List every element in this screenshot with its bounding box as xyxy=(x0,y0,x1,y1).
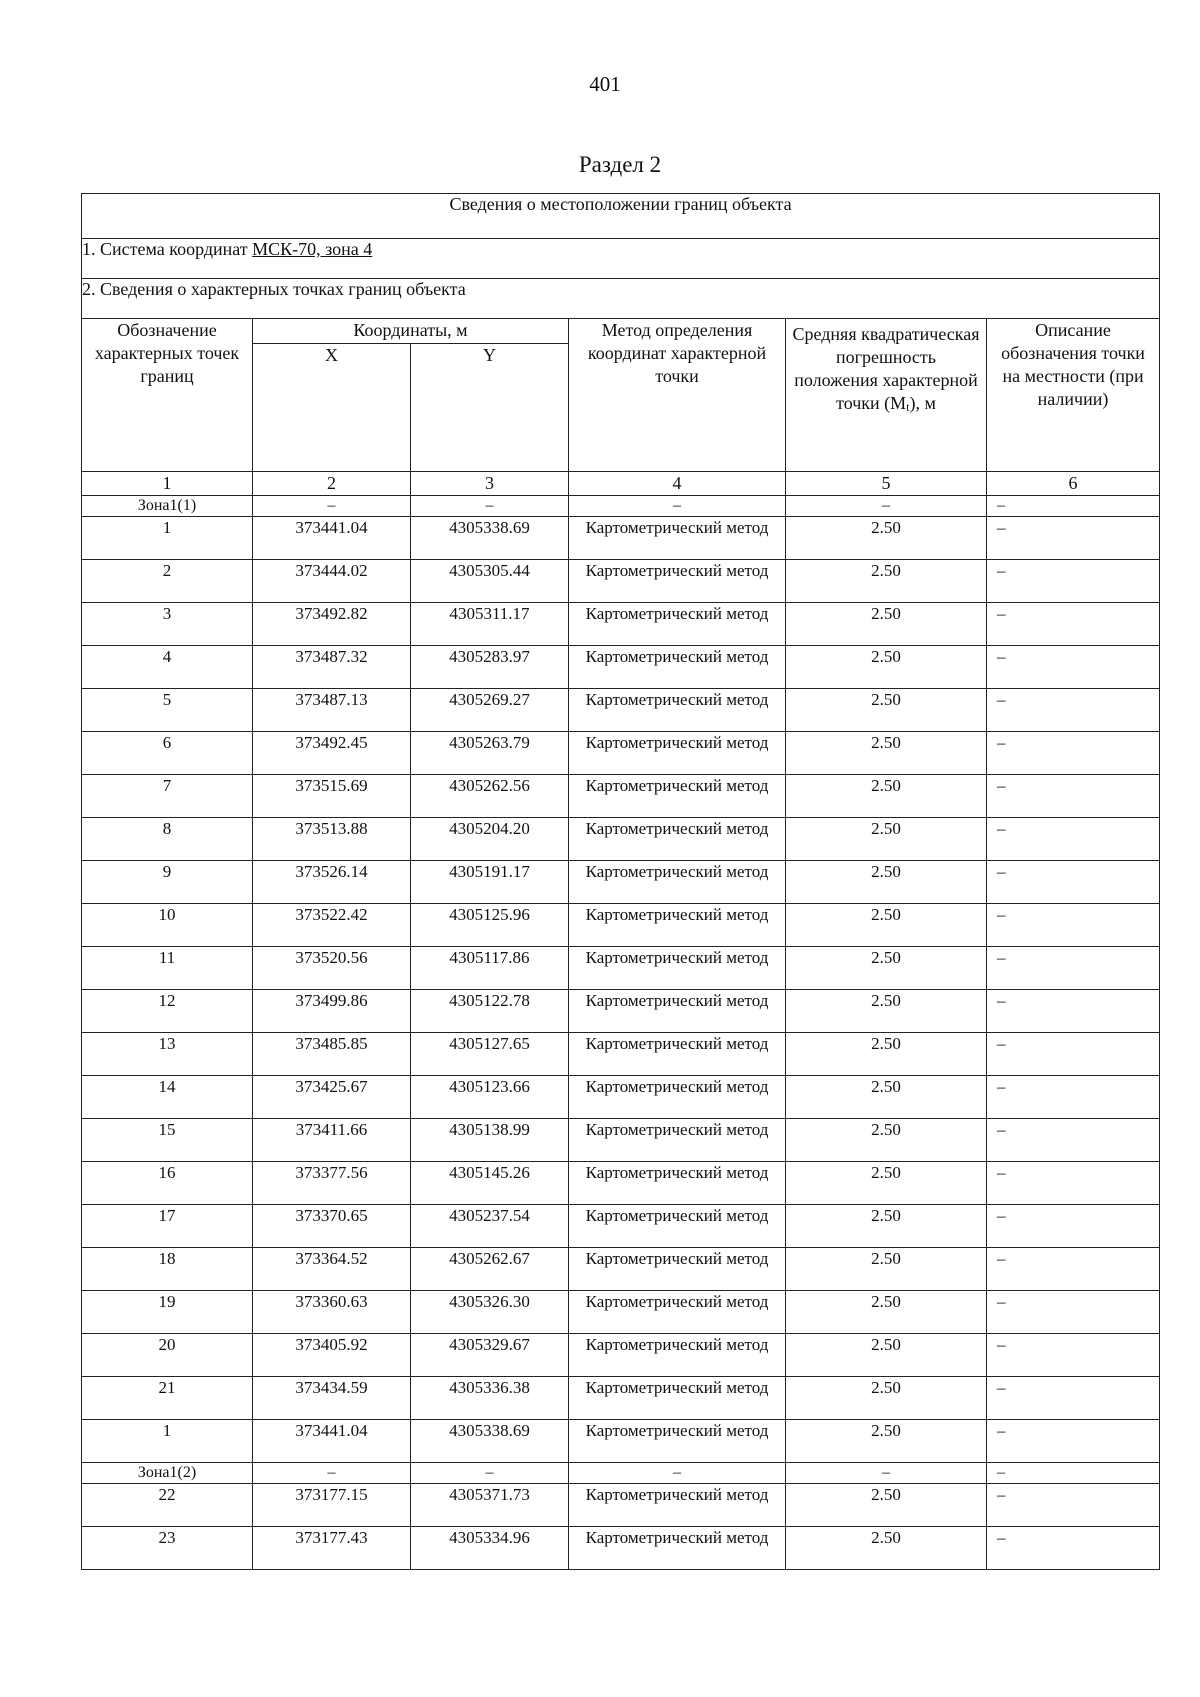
points-section-label: 2. Сведения о характерных точках границ объекта xyxy=(82,279,1160,319)
header-error xyxy=(786,319,987,472)
x-coordinate-cell: – xyxy=(253,1463,411,1484)
table-row xyxy=(82,990,1160,1033)
header-error-tail: ), м xyxy=(909,393,936,413)
error-cell: 2.50 xyxy=(786,1033,987,1076)
description-cell: – xyxy=(987,775,1160,818)
y-coordinate-cell: 4305269.27 xyxy=(411,689,569,732)
description-cell: – xyxy=(987,818,1160,861)
x-coordinate-cell: 373499.86 xyxy=(253,990,411,1033)
description-cell: – xyxy=(987,1162,1160,1205)
x-coordinate-cell: 373177.43 xyxy=(253,1527,411,1570)
coordinate-system-line xyxy=(82,239,1160,279)
description-cell: – xyxy=(987,517,1160,560)
point-designation-cell: 13 xyxy=(82,1033,253,1076)
table-row xyxy=(82,1377,1160,1420)
error-cell: 2.50 xyxy=(786,1527,987,1570)
error-cell: 2.50 xyxy=(786,689,987,732)
error-cell: 2.50 xyxy=(786,1334,987,1377)
table-row xyxy=(82,689,1160,732)
point-designation-cell: 22 xyxy=(82,1484,253,1527)
y-coordinate-cell: 4305262.67 xyxy=(411,1248,569,1291)
table-row xyxy=(82,1162,1160,1205)
method-cell: Картометрический метод xyxy=(569,818,786,861)
column-number: 2 xyxy=(253,472,411,496)
method-cell: Картометрический метод xyxy=(569,1334,786,1377)
header-error-main: Средняя квадратическая погрешность положения характерной точки (M xyxy=(792,324,980,413)
boundary-coordinates-table xyxy=(81,193,1160,1570)
x-coordinate-cell: 373360.63 xyxy=(253,1291,411,1334)
table-row xyxy=(82,1484,1160,1527)
method-cell: Картометрический метод xyxy=(569,1484,786,1527)
x-coordinate-cell: 373444.02 xyxy=(253,560,411,603)
point-designation-cell: 20 xyxy=(82,1334,253,1377)
description-cell: – xyxy=(987,1527,1160,1570)
description-cell: – xyxy=(987,496,1160,517)
description-cell: – xyxy=(987,1484,1160,1527)
y-coordinate-cell: 4305338.69 xyxy=(411,517,569,560)
table-row xyxy=(82,1527,1160,1570)
x-coordinate-cell: 373526.14 xyxy=(253,861,411,904)
point-designation-cell: 14 xyxy=(82,1076,253,1119)
method-cell: Картометрический метод xyxy=(569,646,786,689)
method-cell: Картометрический метод xyxy=(569,1076,786,1119)
table-row xyxy=(82,560,1160,603)
description-cell: – xyxy=(987,732,1160,775)
x-coordinate-cell: 373377.56 xyxy=(253,1162,411,1205)
method-cell: Картометрический метод xyxy=(569,1420,786,1463)
point-designation-cell: 18 xyxy=(82,1248,253,1291)
table-row xyxy=(82,818,1160,861)
point-designation-cell: 12 xyxy=(82,990,253,1033)
error-cell: 2.50 xyxy=(786,904,987,947)
y-coordinate-cell: 4305123.66 xyxy=(411,1076,569,1119)
column-number: 3 xyxy=(411,472,569,496)
table-row xyxy=(82,1420,1160,1463)
zone-label-cell: Зона1(1) xyxy=(82,496,253,517)
x-coordinate-cell: 373492.45 xyxy=(253,732,411,775)
error-cell: 2.50 xyxy=(786,1076,987,1119)
column-number: 1 xyxy=(82,472,253,496)
description-cell: – xyxy=(987,1033,1160,1076)
method-cell: Картометрический метод xyxy=(569,689,786,732)
y-coordinate-cell: 4305125.96 xyxy=(411,904,569,947)
x-coordinate-cell: 373492.82 xyxy=(253,603,411,646)
method-cell: Картометрический метод xyxy=(569,1291,786,1334)
table-row xyxy=(82,1076,1160,1119)
method-cell: Картометрический метод xyxy=(569,560,786,603)
description-cell: – xyxy=(987,1248,1160,1291)
error-cell: 2.50 xyxy=(786,1377,987,1420)
method-cell: Картометрический метод xyxy=(569,775,786,818)
y-coordinate-cell: 4305263.79 xyxy=(411,732,569,775)
error-cell: 2.50 xyxy=(786,1119,987,1162)
method-cell: Картометрический метод xyxy=(569,732,786,775)
y-coordinate-cell: 4305329.67 xyxy=(411,1334,569,1377)
table-row xyxy=(82,1291,1160,1334)
description-cell: – xyxy=(987,947,1160,990)
y-coordinate-cell: 4305117.86 xyxy=(411,947,569,990)
header-description: Описание обозначения точки на местности (при наличии) xyxy=(987,319,1160,472)
x-coordinate-cell: 373487.32 xyxy=(253,646,411,689)
method-cell: Картометрический метод xyxy=(569,1527,786,1570)
method-cell: – xyxy=(569,496,786,517)
y-coordinate-cell: 4305138.99 xyxy=(411,1119,569,1162)
y-coordinate-cell: 4305145.26 xyxy=(411,1162,569,1205)
y-coordinate-cell: 4305191.17 xyxy=(411,861,569,904)
y-coordinate-cell: 4305127.65 xyxy=(411,1033,569,1076)
method-cell: Картометрический метод xyxy=(569,1162,786,1205)
table-row xyxy=(82,1119,1160,1162)
coordinate-system-label: 1. Система координат xyxy=(82,239,253,259)
x-coordinate-cell: 373370.65 xyxy=(253,1205,411,1248)
coordinate-system-value: МСК-70, зона 4 xyxy=(252,239,373,259)
description-cell: – xyxy=(987,560,1160,603)
x-coordinate-cell: 373411.66 xyxy=(253,1119,411,1162)
error-cell: – xyxy=(786,496,987,517)
point-designation-cell: 4 xyxy=(82,646,253,689)
error-cell: 2.50 xyxy=(786,1420,987,1463)
description-cell: – xyxy=(987,904,1160,947)
error-cell: 2.50 xyxy=(786,861,987,904)
method-cell: Картометрический метод xyxy=(569,861,786,904)
column-number: 6 xyxy=(987,472,1160,496)
table-row xyxy=(82,947,1160,990)
x-coordinate-cell: 373513.88 xyxy=(253,818,411,861)
y-coordinate-cell: 4305305.44 xyxy=(411,560,569,603)
y-coordinate-cell: 4305237.54 xyxy=(411,1205,569,1248)
method-cell: Картометрический метод xyxy=(569,1119,786,1162)
section-title: Раздел 2 xyxy=(578,152,662,177)
page-number: 401 xyxy=(589,72,621,96)
y-coordinate-cell: 4305283.97 xyxy=(411,646,569,689)
header-x: X xyxy=(253,344,411,472)
description-cell: – xyxy=(987,1463,1160,1484)
method-cell: – xyxy=(569,1463,786,1484)
description-cell: – xyxy=(987,646,1160,689)
description-cell: – xyxy=(987,1076,1160,1119)
header-designation: Обозначение характерных точек границ xyxy=(82,319,253,472)
point-designation-cell: 1 xyxy=(82,1420,253,1463)
zone-label-cell: Зона1(2) xyxy=(82,1463,253,1484)
x-coordinate-cell: – xyxy=(253,496,411,517)
error-cell: 2.50 xyxy=(786,775,987,818)
point-designation-cell: 11 xyxy=(82,947,253,990)
table-row xyxy=(82,732,1160,775)
error-cell: 2.50 xyxy=(786,818,987,861)
method-cell: Картометрический метод xyxy=(569,517,786,560)
table-row xyxy=(82,1248,1160,1291)
table-row xyxy=(82,517,1160,560)
x-coordinate-cell: 373487.13 xyxy=(253,689,411,732)
error-cell: 2.50 xyxy=(786,1205,987,1248)
y-coordinate-cell: 4305334.96 xyxy=(411,1527,569,1570)
point-designation-cell: 21 xyxy=(82,1377,253,1420)
y-coordinate-cell: 4305122.78 xyxy=(411,990,569,1033)
table-row xyxy=(82,904,1160,947)
x-coordinate-cell: 373520.56 xyxy=(253,947,411,990)
y-coordinate-cell: 4305262.56 xyxy=(411,775,569,818)
method-cell: Картометрический метод xyxy=(569,603,786,646)
x-coordinate-cell: 373425.67 xyxy=(253,1076,411,1119)
point-designation-cell: 3 xyxy=(82,603,253,646)
error-cell: 2.50 xyxy=(786,517,987,560)
y-coordinate-cell: 4305204.20 xyxy=(411,818,569,861)
point-designation-cell: 5 xyxy=(82,689,253,732)
method-cell: Картометрический метод xyxy=(569,1377,786,1420)
table-row xyxy=(82,1033,1160,1076)
description-cell: – xyxy=(987,1420,1160,1463)
y-coordinate-cell: 4305311.17 xyxy=(411,603,569,646)
point-designation-cell: 17 xyxy=(82,1205,253,1248)
error-cell: 2.50 xyxy=(786,947,987,990)
error-cell: 2.50 xyxy=(786,560,987,603)
x-coordinate-cell: 373485.85 xyxy=(253,1033,411,1076)
x-coordinate-cell: 373364.52 xyxy=(253,1248,411,1291)
error-cell: 2.50 xyxy=(786,732,987,775)
point-designation-cell: 8 xyxy=(82,818,253,861)
header-coordinates: Координаты, м xyxy=(253,319,569,344)
table-row xyxy=(82,1205,1160,1248)
x-coordinate-cell: 373515.69 xyxy=(253,775,411,818)
header-error-sub: t xyxy=(906,400,910,414)
error-cell: 2.50 xyxy=(786,1484,987,1527)
point-designation-cell: 7 xyxy=(82,775,253,818)
y-coordinate-cell: – xyxy=(411,1463,569,1484)
point-designation-cell: 16 xyxy=(82,1162,253,1205)
description-cell: – xyxy=(987,689,1160,732)
description-cell: – xyxy=(987,1205,1160,1248)
point-designation-cell: 2 xyxy=(82,560,253,603)
method-cell: Картометрический метод xyxy=(569,947,786,990)
table-row xyxy=(82,775,1160,818)
description-cell: – xyxy=(987,861,1160,904)
method-cell: Картометрический метод xyxy=(569,1033,786,1076)
column-number: 5 xyxy=(786,472,987,496)
y-coordinate-cell: – xyxy=(411,496,569,517)
point-designation-cell: 19 xyxy=(82,1291,253,1334)
column-number: 4 xyxy=(569,472,786,496)
point-designation-cell: 15 xyxy=(82,1119,253,1162)
description-cell: – xyxy=(987,1291,1160,1334)
table-caption: Сведения о местоположении границ объекта xyxy=(82,194,1160,239)
method-cell: Картометрический метод xyxy=(569,904,786,947)
method-cell: Картометрический метод xyxy=(569,1248,786,1291)
y-coordinate-cell: 4305326.30 xyxy=(411,1291,569,1334)
x-coordinate-cell: 373522.42 xyxy=(253,904,411,947)
error-cell: 2.50 xyxy=(786,1248,987,1291)
point-designation-cell: 23 xyxy=(82,1527,253,1570)
x-coordinate-cell: 373177.15 xyxy=(253,1484,411,1527)
y-coordinate-cell: 4305338.69 xyxy=(411,1420,569,1463)
method-cell: Картометрический метод xyxy=(569,1205,786,1248)
method-cell: Картометрический метод xyxy=(569,990,786,1033)
description-cell: – xyxy=(987,603,1160,646)
x-coordinate-cell: 373441.04 xyxy=(253,1420,411,1463)
zone-row xyxy=(82,496,1160,517)
x-coordinate-cell: 373405.92 xyxy=(253,1334,411,1377)
description-cell: – xyxy=(987,1377,1160,1420)
point-designation-cell: 1 xyxy=(82,517,253,560)
header-method: Метод определения координат характерной точки xyxy=(569,319,786,472)
error-cell: 2.50 xyxy=(786,990,987,1033)
description-cell: – xyxy=(987,1334,1160,1377)
x-coordinate-cell: 373434.59 xyxy=(253,1377,411,1420)
zone-row xyxy=(82,1463,1160,1484)
error-cell: – xyxy=(786,1463,987,1484)
table-row xyxy=(82,1334,1160,1377)
x-coordinate-cell: 373441.04 xyxy=(253,517,411,560)
error-cell: 2.50 xyxy=(786,1162,987,1205)
table-row xyxy=(82,861,1160,904)
description-cell: – xyxy=(987,990,1160,1033)
point-designation-cell: 9 xyxy=(82,861,253,904)
error-cell: 2.50 xyxy=(786,603,987,646)
y-coordinate-cell: 4305371.73 xyxy=(411,1484,569,1527)
point-designation-cell: 10 xyxy=(82,904,253,947)
error-cell: 2.50 xyxy=(786,646,987,689)
header-y: Y xyxy=(411,344,569,472)
table-row xyxy=(82,646,1160,689)
error-cell: 2.50 xyxy=(786,1291,987,1334)
point-designation-cell: 6 xyxy=(82,732,253,775)
table-row xyxy=(82,603,1160,646)
y-coordinate-cell: 4305336.38 xyxy=(411,1377,569,1420)
description-cell: – xyxy=(987,1119,1160,1162)
